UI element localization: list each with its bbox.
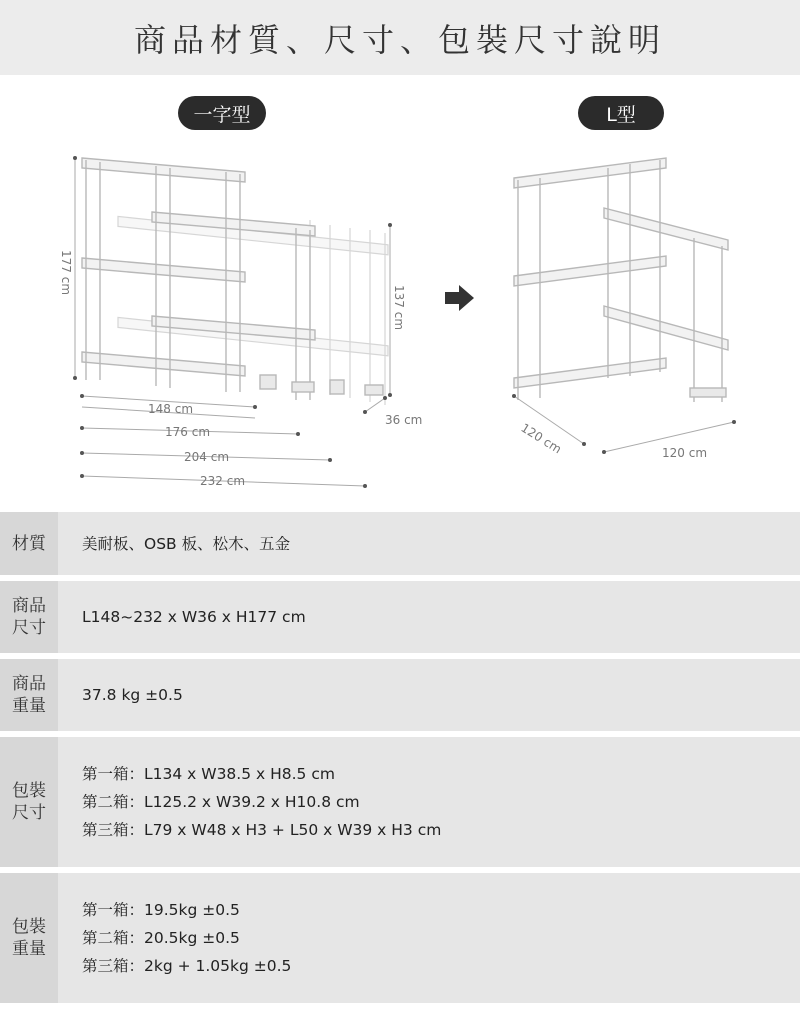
l-shelf	[514, 158, 728, 402]
spec-line: 第三箱：L79 x W48 x H3 + L50 x W39 x H3 cm	[82, 821, 442, 839]
spec-row-package-size	[0, 737, 800, 867]
spec-line: L148~232 x W36 x H177 cm	[82, 608, 306, 626]
spec-line: 第一箱：L134 x W38.5 x H8.5 cm	[82, 765, 335, 783]
spec-line: 第一箱：19.5kg ±0.5	[82, 901, 240, 919]
title-bar	[0, 0, 800, 75]
dim-204: 204 cm	[184, 450, 230, 464]
label-straight-type: 一字型	[178, 96, 266, 130]
dim-36: 36 cm	[385, 413, 423, 427]
dim-137: 137 cm	[392, 285, 406, 331]
spec-label: 包裝 重量	[0, 873, 58, 1003]
spec-table	[0, 512, 800, 1009]
spec-label: 商品 尺寸	[0, 581, 58, 653]
spec-value	[58, 659, 800, 731]
spec-value	[58, 581, 800, 653]
spec-value	[58, 873, 800, 1003]
straight-shelf-ghost	[118, 216, 388, 405]
dim-l-120-b: 120 cm	[662, 446, 708, 460]
spec-row-size	[0, 581, 800, 653]
spec-line: 美耐板、OSB 板、松木、五金	[82, 534, 291, 553]
spec-line: 第三箱：2kg + 1.05kg ±0.5	[82, 957, 292, 975]
spec-line: 37.8 kg ±0.5	[82, 686, 183, 704]
arrow-right-icon	[445, 285, 474, 311]
spec-label: 材質	[0, 512, 58, 575]
dim-176: 176 cm	[165, 425, 211, 439]
dim-148: 148 cm	[148, 402, 194, 416]
spec-value	[58, 512, 800, 575]
label-l-type: L型	[578, 96, 664, 130]
spec-value	[58, 737, 800, 867]
spec-line: 第二箱：20.5kg ±0.5	[82, 929, 240, 947]
length-dimensions	[82, 396, 365, 486]
spec-row-material	[0, 512, 800, 575]
spec-label: 包裝 尺寸	[0, 737, 58, 867]
dim-177: 177 cm	[59, 250, 73, 296]
shelf-diagram	[0, 130, 800, 500]
spec-row-weight	[0, 659, 800, 731]
straight-shelf	[82, 158, 383, 400]
dim-l-120-a: 120 cm	[518, 420, 565, 457]
dim-232: 232 cm	[200, 474, 246, 488]
page-title: 商品材質、尺寸、包裝尺寸說明	[133, 20, 666, 59]
spec-label: 商品 重量	[0, 659, 58, 731]
spec-line: 第二箱：L125.2 x W39.2 x H10.8 cm	[82, 793, 360, 811]
spec-row-package-weight	[0, 873, 800, 1003]
